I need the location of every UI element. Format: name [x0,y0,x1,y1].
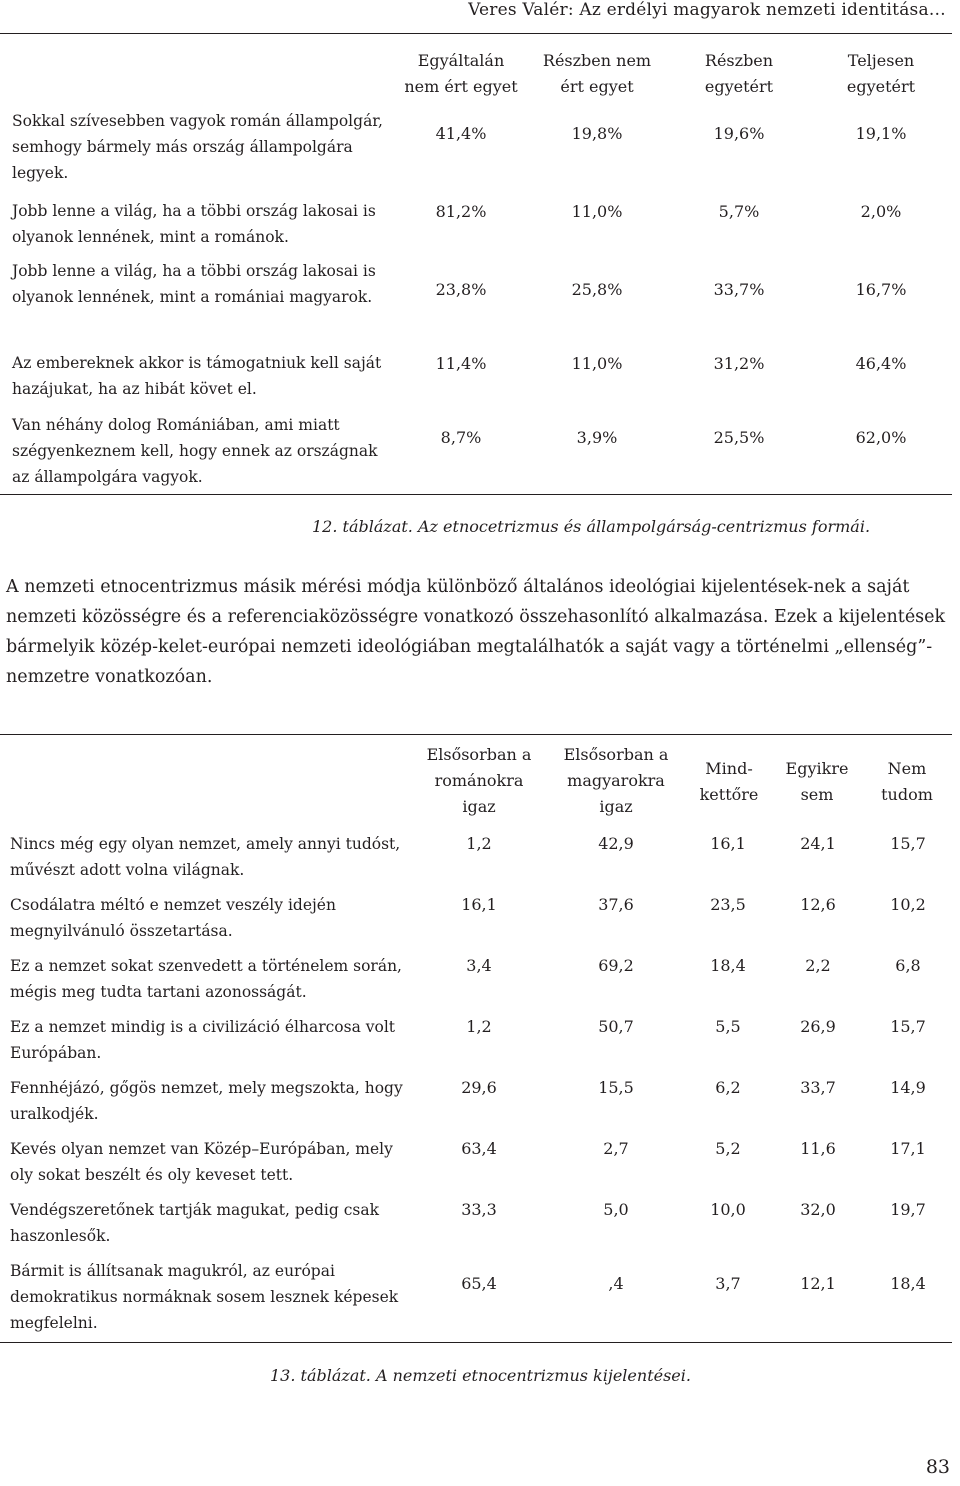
table13-cell: 6,2 [715,1078,741,1097]
table13-cell: 32,0 [800,1200,836,1219]
table13-cell: 26,9 [800,1017,836,1036]
table12-cell: 25,5% [713,428,765,447]
table13-cell: 19,7 [890,1200,926,1219]
table13-cell: 33,7 [800,1078,836,1097]
table12-cell: 11,0% [571,202,623,221]
table13-row-statement: Ez a nemzet mindig is a civilizáció élharcosa volt Európában. [10,1018,396,1062]
table13-cell: 65,4 [461,1274,497,1293]
table13-cell: 24,1 [800,834,836,853]
table12-col-header: Részben egyetért [704,51,774,96]
table12-cell: 11,4% [435,354,487,373]
table12-cell: 23,8% [435,280,487,299]
table12-cell: 81,2% [435,202,487,221]
table12-col-header: Részben nem ért egyet [542,51,652,96]
page-number: 83 [925,1456,950,1478]
table12-cell: 19,1% [855,124,907,143]
table13-cell: 12,6 [800,895,836,914]
table13-cell: 5,2 [715,1139,741,1158]
table12-row-statement: Van néhány dolog Romániában, ami miatt szégyenkeznem kell, hogy ennek az országnak az állampolgára vagyok. [12,416,378,486]
table12-row-statement: Jobb lenne a világ, ha a többi ország lakosai is olyanok lennének, mint a romániai magyarok. [12,262,376,306]
table12-cell: 19,6% [713,124,765,143]
table13-col-header: Nem tudom [881,759,933,804]
table13-cell: 3,7 [715,1274,741,1293]
table12-cell: 41,4% [435,124,487,143]
table12-cell: 25,8% [571,280,623,299]
table13-cell: 15,7 [890,834,926,853]
table13-cell: 17,1 [890,1139,926,1158]
table13-cell: 63,4 [461,1139,497,1158]
table13-cell: 23,5 [710,895,746,914]
table12-col-header: Teljesen egyetért [846,51,916,96]
table12-caption: 12. táblázat. Az etnocetrizmus és állampolgárság-centrizmus formái. [312,517,871,536]
table12-cell: 5,7% [718,202,760,221]
table12-bottom-rule [0,494,952,495]
table12-row-statement: Jobb lenne a világ, ha a többi ország lakosai is olyanok lennének, mint a románok. [12,202,376,246]
table13-cell: 12,1 [800,1274,836,1293]
table13-cell: 5,0 [603,1200,629,1219]
table12-cell: 33,7% [713,280,765,299]
table13-cell: 14,9 [890,1078,926,1097]
table12-col-header: Egyáltalán nem ért egyet [404,51,518,96]
table13-col-header: Egyikre sem [785,759,849,804]
table13-cell: 6,8 [895,956,921,975]
table13-col-header: Mind-kettőre [699,759,759,804]
table12-cell: 19,8% [571,124,623,143]
table13-row-statement: Nincs még egy olyan nemzet, amely annyi tudóst, művészt adott volna világnak. [10,835,401,879]
table13-col-header: Elsősorban a magyarokra igaz [563,745,669,816]
table13-cell: 2,7 [603,1139,629,1158]
table13-row-statement: Bármit is állítsanak magukról, az európai demokratikus normáknak sosem lesznek képesek megfelelni. [10,1262,399,1332]
table12-cell: 31,2% [713,354,765,373]
table12-cell: 8,7% [440,428,482,447]
table13-top-rule [0,734,952,735]
table13-caption: 13. táblázat. A nemzeti etnocentrizmus kijelentései. [270,1366,691,1385]
table13-col-header: Elsősorban a románokra igaz [426,745,532,816]
table13-row-statement: Csodálatra méltó e nemzet veszély idején megnyilvánuló összetartása. [10,896,336,940]
table12-cell: 2,0% [860,202,902,221]
table13-cell: 11,6 [800,1139,836,1158]
table13-cell: 18,4 [710,956,746,975]
table13-cell: 42,9 [598,834,634,853]
table13-cell: 29,6 [461,1078,497,1097]
table13-cell: 1,2 [466,834,492,853]
table12-top-rule [0,33,952,34]
table13-cell: 10,0 [710,1200,746,1219]
body-paragraph: A nemzeti etnocentrizmus másik mérési módja különböző általános ideológiai kijelentések-nek a saját nemzeti közösségre és a referenciaközösségre vonatkozó összehasonlító alkalmazása. Ezek a kijelentések bármelyik közép-kelet-európai nemzeti ideológiában megtalálhatók a saját vagy a történelmi „ellenség”-nemzetre vonatkozóan. [6,577,946,687]
table13-cell: 37,6 [598,895,634,914]
table13-cell: ,4 [608,1274,624,1293]
table12-cell: 3,9% [576,428,618,447]
table13-cell: 18,4 [890,1274,926,1293]
table13-cell: 15,5 [598,1078,634,1097]
table12-row-statement: Az embereknek akkor is támogatniuk kell saját hazájukat, ha az hibát követ el. [12,354,382,398]
table12-row-statement: Sokkal szívesebben vagyok román állampolgár, semhogy bármely más ország állampolgára legyek. [12,112,383,182]
table13-row-statement: Ez a nemzet sokat szenvedett a történelem során, mégis meg tudta tartani azonosságát. [10,957,402,1001]
table13-cell: 69,2 [598,956,634,975]
table13-cell: 2,2 [805,956,831,975]
table13-cell: 16,1 [461,895,497,914]
table12-cell: 16,7% [855,280,907,299]
table12-cell: 62,0% [855,428,907,447]
table13-row-statement: Fennhéjázó, gőgös nemzet, mely megszokta, hogy uralkodjék. [10,1079,403,1123]
table13-cell: 16,1 [710,834,746,853]
table13-row-statement: Vendégszeretőnek tartják magukat, pedig csak haszonlesők. [10,1201,379,1245]
table13-cell: 1,2 [466,1017,492,1036]
table13-cell: 5,5 [715,1017,741,1036]
running-head: Veres Valér: Az erdélyi magyarok nemzeti identitása… [468,0,946,20]
table13-cell: 33,3 [461,1200,497,1219]
table13-row-statement: Kevés olyan nemzet van Közép–Európában, mely oly sokat beszélt és oly keveset tett. [10,1140,393,1184]
table12-cell: 46,4% [855,354,907,373]
table13-cell: 10,2 [890,895,926,914]
table12-cell: 11,0% [571,354,623,373]
table13-cell: 15,7 [890,1017,926,1036]
table13-cell: 50,7 [598,1017,634,1036]
table13-cell: 3,4 [466,956,492,975]
table13-bottom-rule [0,1342,952,1343]
